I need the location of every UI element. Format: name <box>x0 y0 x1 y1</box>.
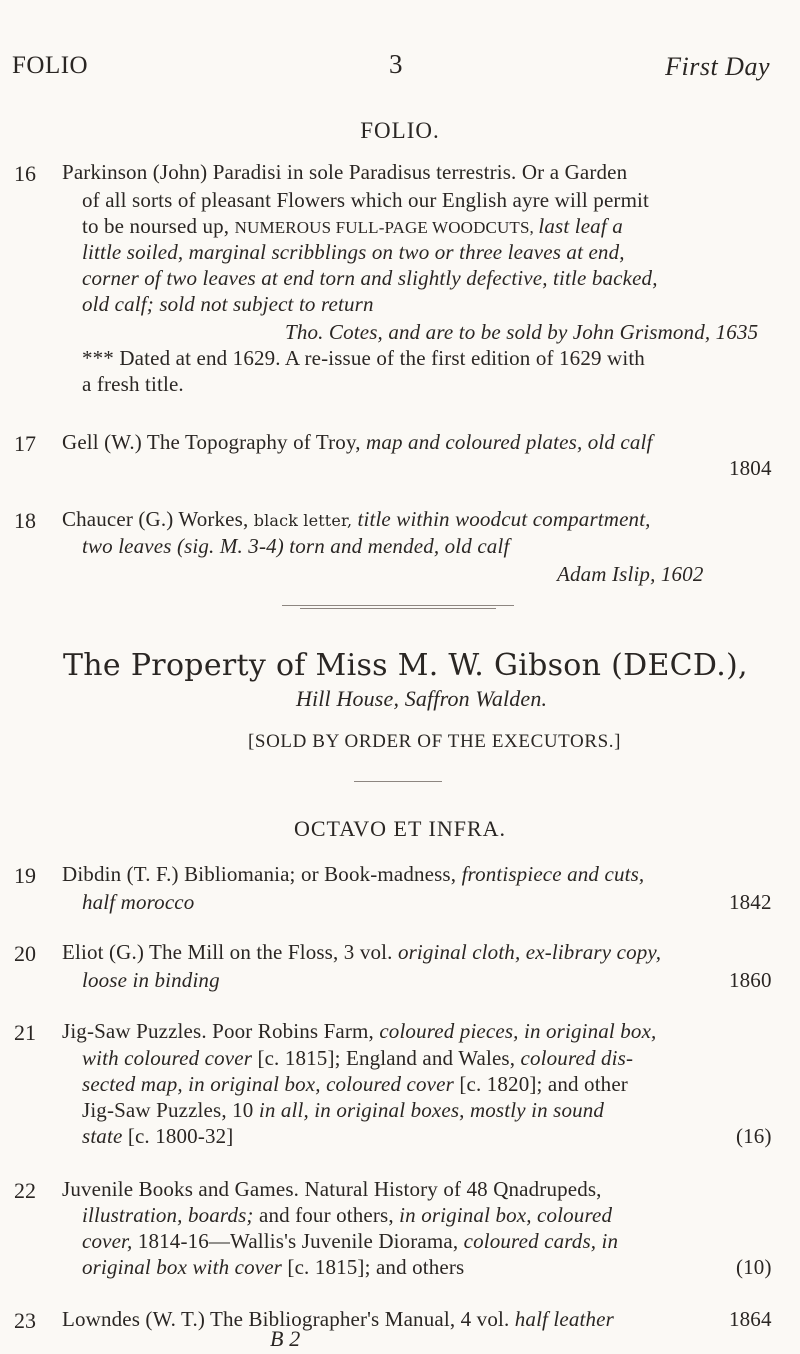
lot-22-line-3 <box>82 1229 618 1254</box>
lot-17-title: Gell (W.) The Topography of Troy, <box>62 430 367 454</box>
lot-21-title: Jig-Saw Puzzles. Poor Robins Farm, <box>62 1019 380 1043</box>
lot-18-black-letter: black letter, <box>253 511 358 530</box>
lot-number-23: 23 <box>14 1308 36 1333</box>
lot-number-16: 16 <box>14 161 36 186</box>
lot-number-19: 19 <box>14 863 36 888</box>
lot-17-line-1 <box>62 430 653 455</box>
lot-21-text: Jig-Saw Puzzles, 10 <box>82 1098 259 1122</box>
lot-22-quantity: (10) <box>736 1255 772 1279</box>
lot-16-note-cont: a fresh title. <box>82 372 184 396</box>
lot-number-21: 21 <box>14 1020 36 1045</box>
lot-18-imprint: Adam Islip, 1602 <box>557 562 704 586</box>
lot-22-text: illustration, boards; <box>82 1203 259 1227</box>
lot-16-line-5: corner of two leaves at end torn and slightly defective, title backed, <box>82 266 658 290</box>
lot-number-20: 20 <box>14 941 36 966</box>
lot-21-text: coloured dis- <box>520 1046 634 1070</box>
lot-20-binding: loose in binding <box>82 968 220 992</box>
lot-18-description: title within woodcut compartment, <box>357 507 651 531</box>
lot-22-line-4 <box>82 1255 464 1280</box>
running-header-left: FOLIO <box>12 52 89 79</box>
lot-16-line-6: old calf; sold not subject to return <box>82 292 374 316</box>
lot-16-text: to be noursed up, <box>82 214 235 238</box>
sold-by-order-note: [SOLD BY ORDER OF THE EXECUTORS.] <box>248 731 622 752</box>
section-title-folio: FOLIO. <box>360 118 440 143</box>
lot-16-line-2: of all sorts of pleasant Flowers which our English ayre will permit <box>82 188 650 212</box>
lot-23-line-1 <box>62 1307 614 1332</box>
lot-19-line-1 <box>62 862 644 887</box>
lot-17-description: map and coloured plates, old calf <box>366 430 653 454</box>
lot-number-18: 18 <box>14 508 36 533</box>
lot-23-title: Lowndes (W. T.) The Bibliographer's Manual, 4 vol. <box>62 1307 515 1331</box>
lot-21-line-1 <box>62 1019 656 1044</box>
lot-22-text: cover, <box>82 1229 138 1253</box>
lot-21-line-3 <box>82 1072 628 1097</box>
lot-22-text: coloured cards, in <box>463 1229 619 1253</box>
lot-21-text: with coloured cover <box>82 1046 258 1070</box>
property-location: Hill House, Saffron Walden. <box>296 686 548 711</box>
lot-22-text: original box with cover <box>82 1255 288 1279</box>
lot-16-line-1: Parkinson (John) Paradisi in sole Paradisus terrestris. Or a Garden <box>62 160 628 184</box>
lot-number-22: 22 <box>14 1178 36 1203</box>
lot-20-title: Eliot (G.) The Mill on the Floss, 3 vol. <box>62 940 398 964</box>
lot-22-text: 1814-16—Wallis's Juvenile Diorama, <box>137 1229 464 1253</box>
signature-mark: B 2 <box>270 1326 301 1351</box>
lot-20-description: original cloth, ex-library copy, <box>397 940 662 964</box>
lot-22-text: in original box, coloured <box>399 1203 613 1227</box>
lot-22-text: and four others, <box>258 1203 400 1227</box>
lot-18-title: Chaucer (G.) Workes, <box>62 507 254 531</box>
lot-19-description: frontispiece and cuts, <box>461 862 645 886</box>
page-number: 3 <box>389 49 403 79</box>
lot-21-text: in all, in original boxes, mostly in sound <box>258 1098 605 1122</box>
lot-21-line-2 <box>82 1046 633 1071</box>
lot-20-line-1 <box>62 940 661 965</box>
lot-22-text: [c. 1815]; and others <box>287 1255 465 1279</box>
lot-21-quantity: (16) <box>736 1124 772 1148</box>
lot-21-text: state <box>82 1124 128 1148</box>
lot-16-imprint: Tho. Cotes, and are to be sold by John Grismond, 1635 <box>285 320 759 344</box>
lot-16-condition: last leaf a <box>538 214 623 238</box>
lot-18-line-2: two leaves (sig. M. 3-4) torn and mended, old calf <box>82 534 510 558</box>
lot-19-title: Dibdin (T. F.) Bibliomania; or Book-madness, <box>62 862 462 886</box>
lot-21-line-5 <box>82 1124 233 1149</box>
lot-number-17: 17 <box>14 431 36 456</box>
lot-21-text: sected map, in original box, coloured cover <box>82 1072 460 1096</box>
property-heading: The Property of Miss M. W. Gibson (DECD.), <box>63 648 748 683</box>
lot-22-line-1: Juvenile Books and Games. Natural History of 48 Qnadrupeds, <box>62 1177 602 1201</box>
section-title-octavo: OCTAVO ET INFRA. <box>293 816 507 841</box>
lot-16-illustration-note: NUMEROUS FULL-PAGE WOODCUTS, <box>234 218 539 237</box>
short-rule <box>354 781 442 782</box>
lot-19-binding: half morocco <box>82 890 195 914</box>
lot-23-year: 1864 <box>729 1307 772 1331</box>
lot-16-line-3 <box>82 214 623 239</box>
lot-16-line-4: little soiled, marginal scribblings on two or three leaves at end, <box>82 240 625 264</box>
lot-21-text: [c. 1815]; England and Wales, <box>257 1046 521 1070</box>
lot-20-year: 1860 <box>729 968 772 992</box>
lot-21-description: coloured pieces, in original box, <box>379 1019 657 1043</box>
running-header-right: First Day <box>665 52 770 81</box>
lot-19-year: 1842 <box>729 890 772 914</box>
lot-17-year: 1804 <box>729 456 772 480</box>
divider-rule-inner <box>300 608 496 609</box>
lot-21-date: [c. 1800-32] <box>127 1124 234 1148</box>
lot-22-line-2 <box>82 1203 612 1228</box>
lot-21-text: [c. 1820]; and other <box>459 1072 628 1096</box>
lot-18-line-1 <box>62 507 651 532</box>
divider-rule <box>282 605 514 606</box>
lot-23-binding: half leather <box>514 1307 614 1331</box>
lot-16-note: *** Dated at end 1629. A re-issue of the first edition of 1629 with <box>82 346 645 370</box>
lot-21-line-4 <box>82 1098 604 1123</box>
